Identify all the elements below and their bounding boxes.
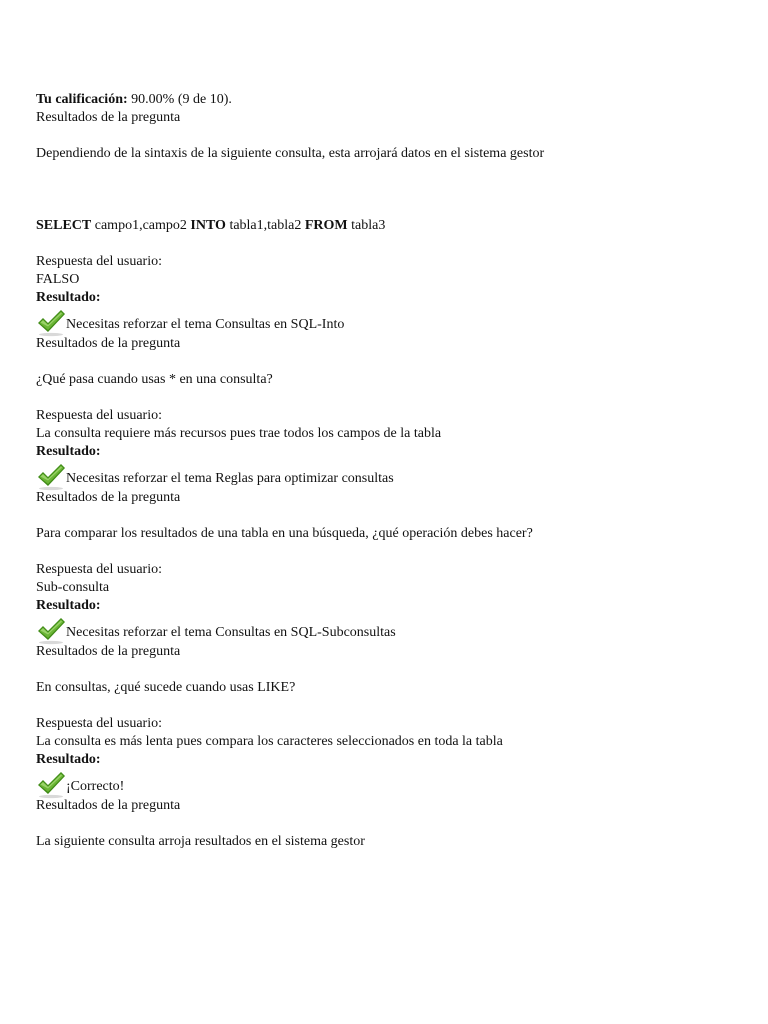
answer-label: Respuesta del usuario: (36, 716, 162, 731)
question-prompt: La siguiente consulta arroja resultados en el sistema gestor (36, 834, 365, 849)
result-label: Resultado: (36, 598, 101, 613)
grade-value: 90.00% (9 de 10). (131, 92, 232, 107)
question-prompt: En consultas, ¿qué sucede cuando usas LIKE? (36, 680, 296, 695)
sql-statement (36, 217, 736, 235)
sql-keyword-select: SELECT (36, 218, 92, 233)
sql-fragment: tabla3 (347, 218, 386, 233)
section-title: Resultados de la pregunta (36, 798, 181, 813)
user-answer: La consulta requiere más recursos pues trae todos los campos de la tabla (36, 426, 442, 441)
answer-label: Respuesta del usuario: (36, 254, 162, 269)
question-prompt: Para comparar los resultados de una tabla en una búsqueda, ¿qué operación debes hacer? (36, 526, 533, 541)
result-row (36, 773, 736, 797)
result-row (36, 311, 736, 335)
question-block-3 (36, 489, 736, 643)
result-label: Resultado: (36, 752, 101, 767)
question-block-1 (36, 109, 736, 335)
question-block-4 (36, 643, 736, 797)
feedback-text: Necesitas reforzar el tema Reglas para optimizar consultas (66, 471, 394, 486)
quiz-results-document (36, 91, 736, 851)
green-check-icon (36, 771, 66, 799)
feedback-text: ¡Correcto! (66, 779, 125, 794)
sql-fragment: tabla1,tabla2 (225, 218, 305, 233)
sql-fragment: campo1,campo2 (91, 218, 191, 233)
result-row (36, 619, 736, 643)
question-block-2 (36, 335, 736, 489)
feedback-text: Necesitas reforzar el tema Consultas en SQL-Into (66, 317, 345, 332)
green-check-icon (36, 463, 66, 491)
section-title: Resultados de la pregunta (36, 110, 181, 125)
answer-label: Respuesta del usuario: (36, 408, 162, 423)
result-row (36, 465, 736, 489)
result-label: Resultado: (36, 290, 101, 305)
grade-label: Tu calificación: (36, 92, 128, 107)
green-check-icon (36, 617, 66, 645)
section-title: Resultados de la pregunta (36, 644, 181, 659)
green-check-icon (36, 309, 66, 337)
answer-label: Respuesta del usuario: (36, 562, 162, 577)
grade-line (36, 91, 736, 109)
question-prompt: Dependiendo de la sintaxis de la siguiente consulta, esta arrojará datos en el sistema gestor (36, 146, 545, 161)
section-title: Resultados de la pregunta (36, 490, 181, 505)
question-block-5 (36, 797, 736, 851)
result-label: Resultado: (36, 444, 101, 459)
sql-keyword-into: INTO (190, 218, 226, 233)
user-answer: FALSO (36, 272, 80, 287)
feedback-text: Necesitas reforzar el tema Consultas en SQL-Subconsultas (66, 625, 396, 640)
section-title: Resultados de la pregunta (36, 336, 181, 351)
user-answer: La consulta es más lenta pues compara los caracteres seleccionados en toda la tabla (36, 734, 503, 749)
sql-keyword-from: FROM (304, 218, 348, 233)
question-prompt: ¿Qué pasa cuando usas * en una consulta? (36, 372, 273, 387)
user-answer: Sub-consulta (36, 580, 110, 595)
